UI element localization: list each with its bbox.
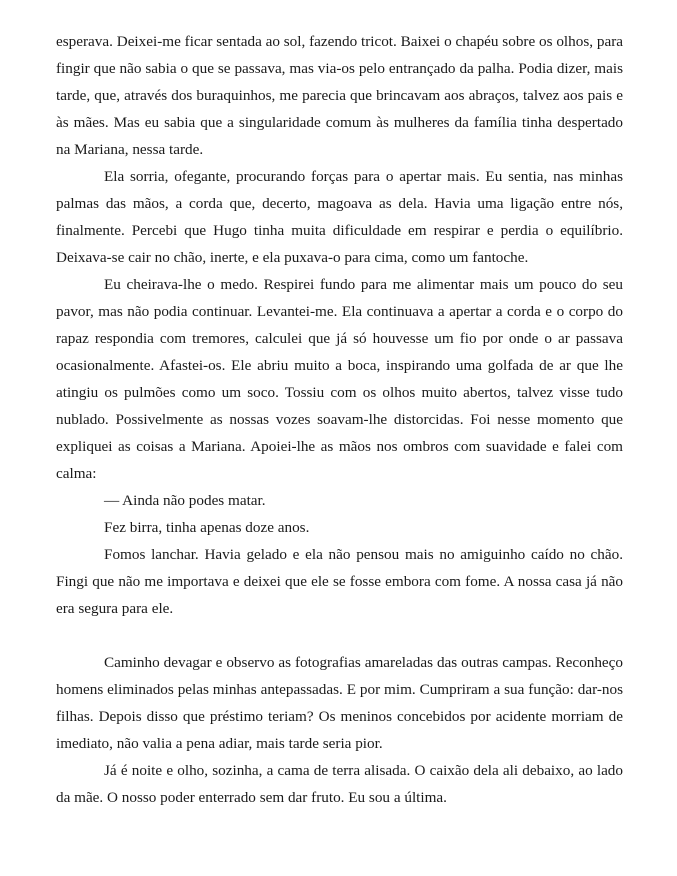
paragraph-1: esperava. Deixei-me ficar sentada ao sol, fazendo tricot. Baixei o chapéu sobre os olhos, para fingir que não sabia o que se passava, mas via-os pelo entrançado da palha. Podia dizer, mais tarde, que, através dos buraquinhos, me parecia que brincavam aos abraços, talvez aos pais e às mães. Mas eu sabia que a singularidade comum às mulheres da família tinha despertado na Mariana, nessa tarde. [56,33,623,158]
paragraph-3: Eu cheirava-lhe o medo. Respirei fundo para me alimentar mais um pouco do seu pavor, mas não podia continuar. Levantei-me. Ela continuava a apertar a corda e o corpo do rapaz respondia com tremores, calculei que já só houvesse um fio por onde o ar passava ocasionalmente. Afastei-os. Ele abriu muito a boca, inspirando uma golfada de ar que lhe atingiu os pulmões como um soco. Tossiu com os olhos muito abertos, talvez visse tudo nublado. Possivelmente as nossas vozes soavam-lhe distorcidas. Foi nesse momento que expliquei as coisas a Mariana. Apoiei-lhe as mãos nos ombros com suavidade e falei com calma: [56,276,623,482]
document-page [56,28,623,811]
paragraph-8: Já é noite e olho, sozinha, a cama de terra alisada. O caixão dela ali debaixo, ao lado da mãe. O nosso poder enterrado sem dar fruto. Eu sou a última. [56,762,623,806]
paragraph-6: Fomos lanchar. Havia gelado e ela não pensou mais no amiguinho caído no chão. Fingi que não me importava e deixei que ele se fosse embora com fome. A nossa casa já não era segura para ele. [56,546,623,617]
section-break [56,622,623,649]
dialogue-line: — Ainda não podes matar. [104,492,266,509]
paragraph-2: Ela sorria, ofegante, procurando forças para o apertar mais. Eu sentia, nas minhas palmas das mãos, a corda que, decerto, magoava as dela. Havia uma ligação entre nós, finalmente. Percebi que Hugo tinha muita dificuldade em respirar e perdia o equilíbrio. Deixava-se cair no chão, inerte, e ela puxava-o para cima, como um fantoche. [56,168,623,266]
paragraph-7: Caminho devagar e observo as fotografias amareladas das outras campas. Reconheço homens eliminados pelas minhas antepassadas. E por mim. Cumpriram a sua função: dar-nos filhas. Depois disso que préstimo teriam? Os meninos concebidos por acidente morriam de imediato, não valia a pena adiar, mais tarde seria pior. [56,654,623,752]
paragraph-5: Fez birra, tinha apenas doze anos. [104,519,310,536]
